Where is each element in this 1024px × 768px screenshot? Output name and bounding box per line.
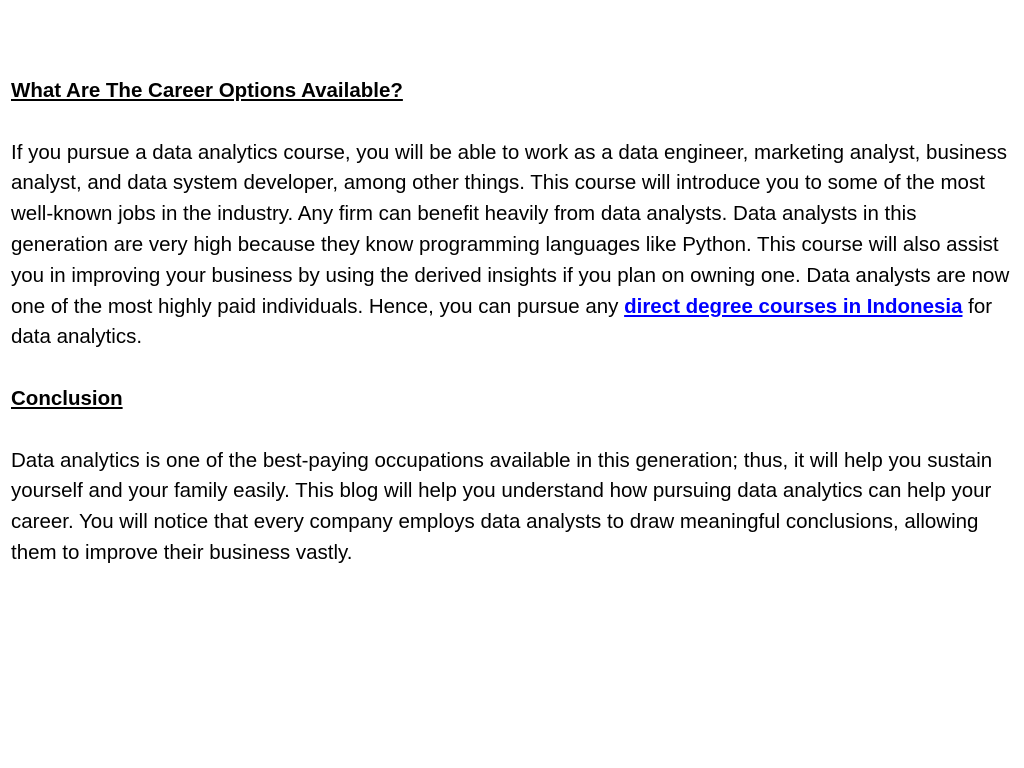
conclusion-paragraph: Data analytics is one of the best-paying occupations available in this generation; thus, it will help you sustain yourself and your family easily. This blog will help you understand how pursuing data analytics can help your career. You will notice that every company employs data analysts to draw meaningful conclusions, allowing them to improve their business vastly. (11, 448, 993, 564)
career-options-text: If you pursue a data analytics course, you will be able to work as a data engineer, marketing analyst, business analyst, and data system developer, among other things. This course will introduce you to some of the most well-known jobs in the industry. Any firm can benefit heavily from data analysts. Data analysts in this generation are very high because they know programming languages like Python. This course will also assist you in improving your business by using the derived insights if you plan on owning one. Data analysts are now one of the most highly paid individuals. Hence, you can pursue any (11, 140, 1010, 318)
direct-degree-courses-link[interactable]: direct degree courses in Indonesia (624, 294, 963, 318)
career-options-heading: What Are The Career Options Available? (11, 79, 403, 102)
career-options-paragraph (11, 138, 1015, 354)
conclusion-heading: Conclusion (11, 386, 123, 410)
spacer (11, 415, 1015, 446)
spacer (11, 107, 1015, 138)
career-options-text-end: for data analytics. (11, 294, 993, 349)
spacer (11, 353, 1015, 384)
slide-content (11, 76, 1015, 569)
